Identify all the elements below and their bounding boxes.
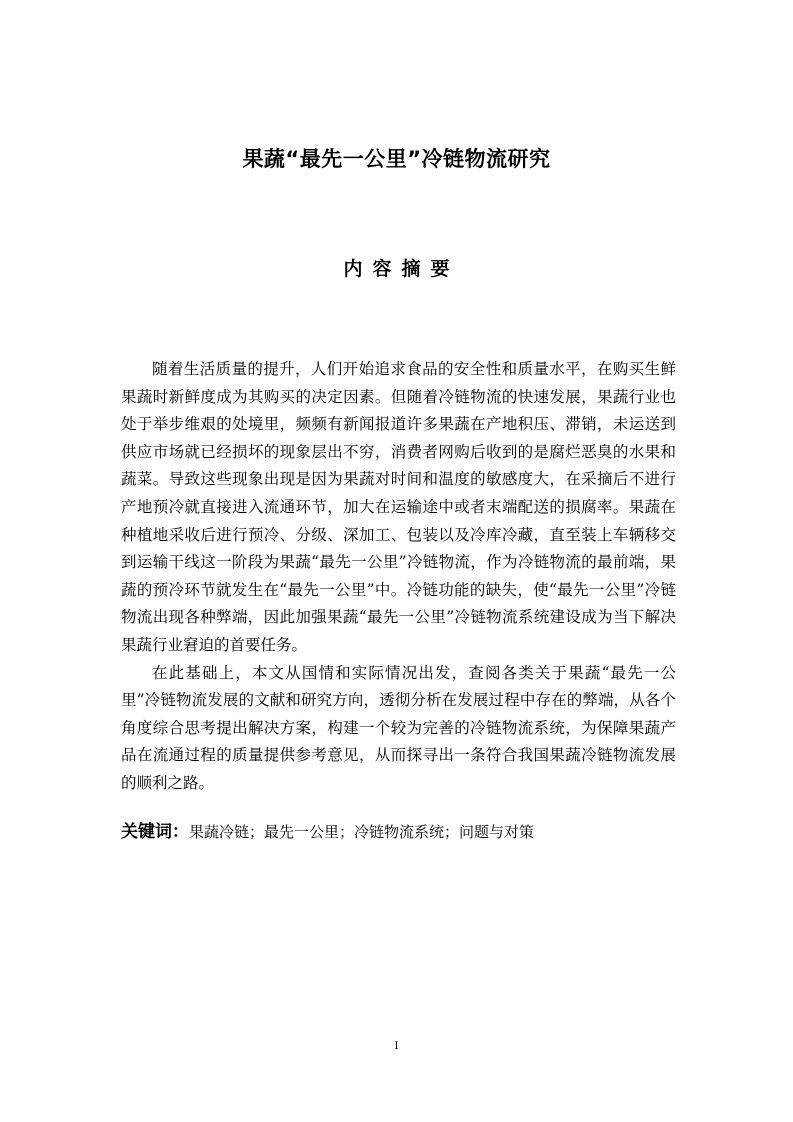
abstract-heading: 内容摘要 [343, 258, 460, 280]
page-number: I [394, 1041, 399, 1052]
abstract-paragraph: 在此基础上，本文从国情和实际情况出发，查阅各类关于果蔬“最先一公里”冷链物流发展的文献和研究方向，透彻分析在发展过程中存在的弊端，从各个角度综合思考提出解决方案，构建一个较为完善的冷链物流系统，为保障果蔬产品在流通过程的质量提供参考意见，从而探寻出一条符合我国果蔬冷链物流发展的顺利之路。 [121, 663, 676, 792]
keywords-label: 关键词： [121, 822, 189, 842]
keywords-text: 果蔬冷链；最先一公里；冷链物流系统；问题与对策 [189, 823, 535, 841]
abstract-body [121, 356, 676, 798]
abstract-paragraph: 随着生活质量的提升，人们开始追求食品的安全性和质量水平，在购买生鲜果蔬时新鲜度成为其购买的决定因素。但随着冷链物流的快速发展，果蔬行业也处于举步维艰的处境里，频频有新闻报道许多果蔬在产地积压、滞销，未运送到供应市场就已经损坏的现象层出不穷，消费者网购后收到的是腐烂恶臭的水果和蔬菜。导致这些现象出现是因为果蔬对时间和温度的敏感度大，在采摘后不进行产地预冷就直接进入流通环节，加大在运输途中或者末端配送的损腐率。果蔬在种植地采收后进行预冷、分级、深加工、包装以及冷库冷藏，直至装上车辆移交到运输干线这一阶段为果蔬“最先一公里”冷链物流，作为冷链物流的最前端，果蔬的预冷环节就发生在“最先一公里”中。冷链功能的缺失，使“最先一公里”冷链物流出现各种弊端，因此加强果蔬“最先一公里”冷链物流系统建设成为当下解决果蔬行业窘迫的首要任务。 [121, 360, 676, 654]
keywords-line [121, 818, 681, 847]
document-title: 果蔬“最先一公里”冷链物流研究 [242, 147, 551, 171]
